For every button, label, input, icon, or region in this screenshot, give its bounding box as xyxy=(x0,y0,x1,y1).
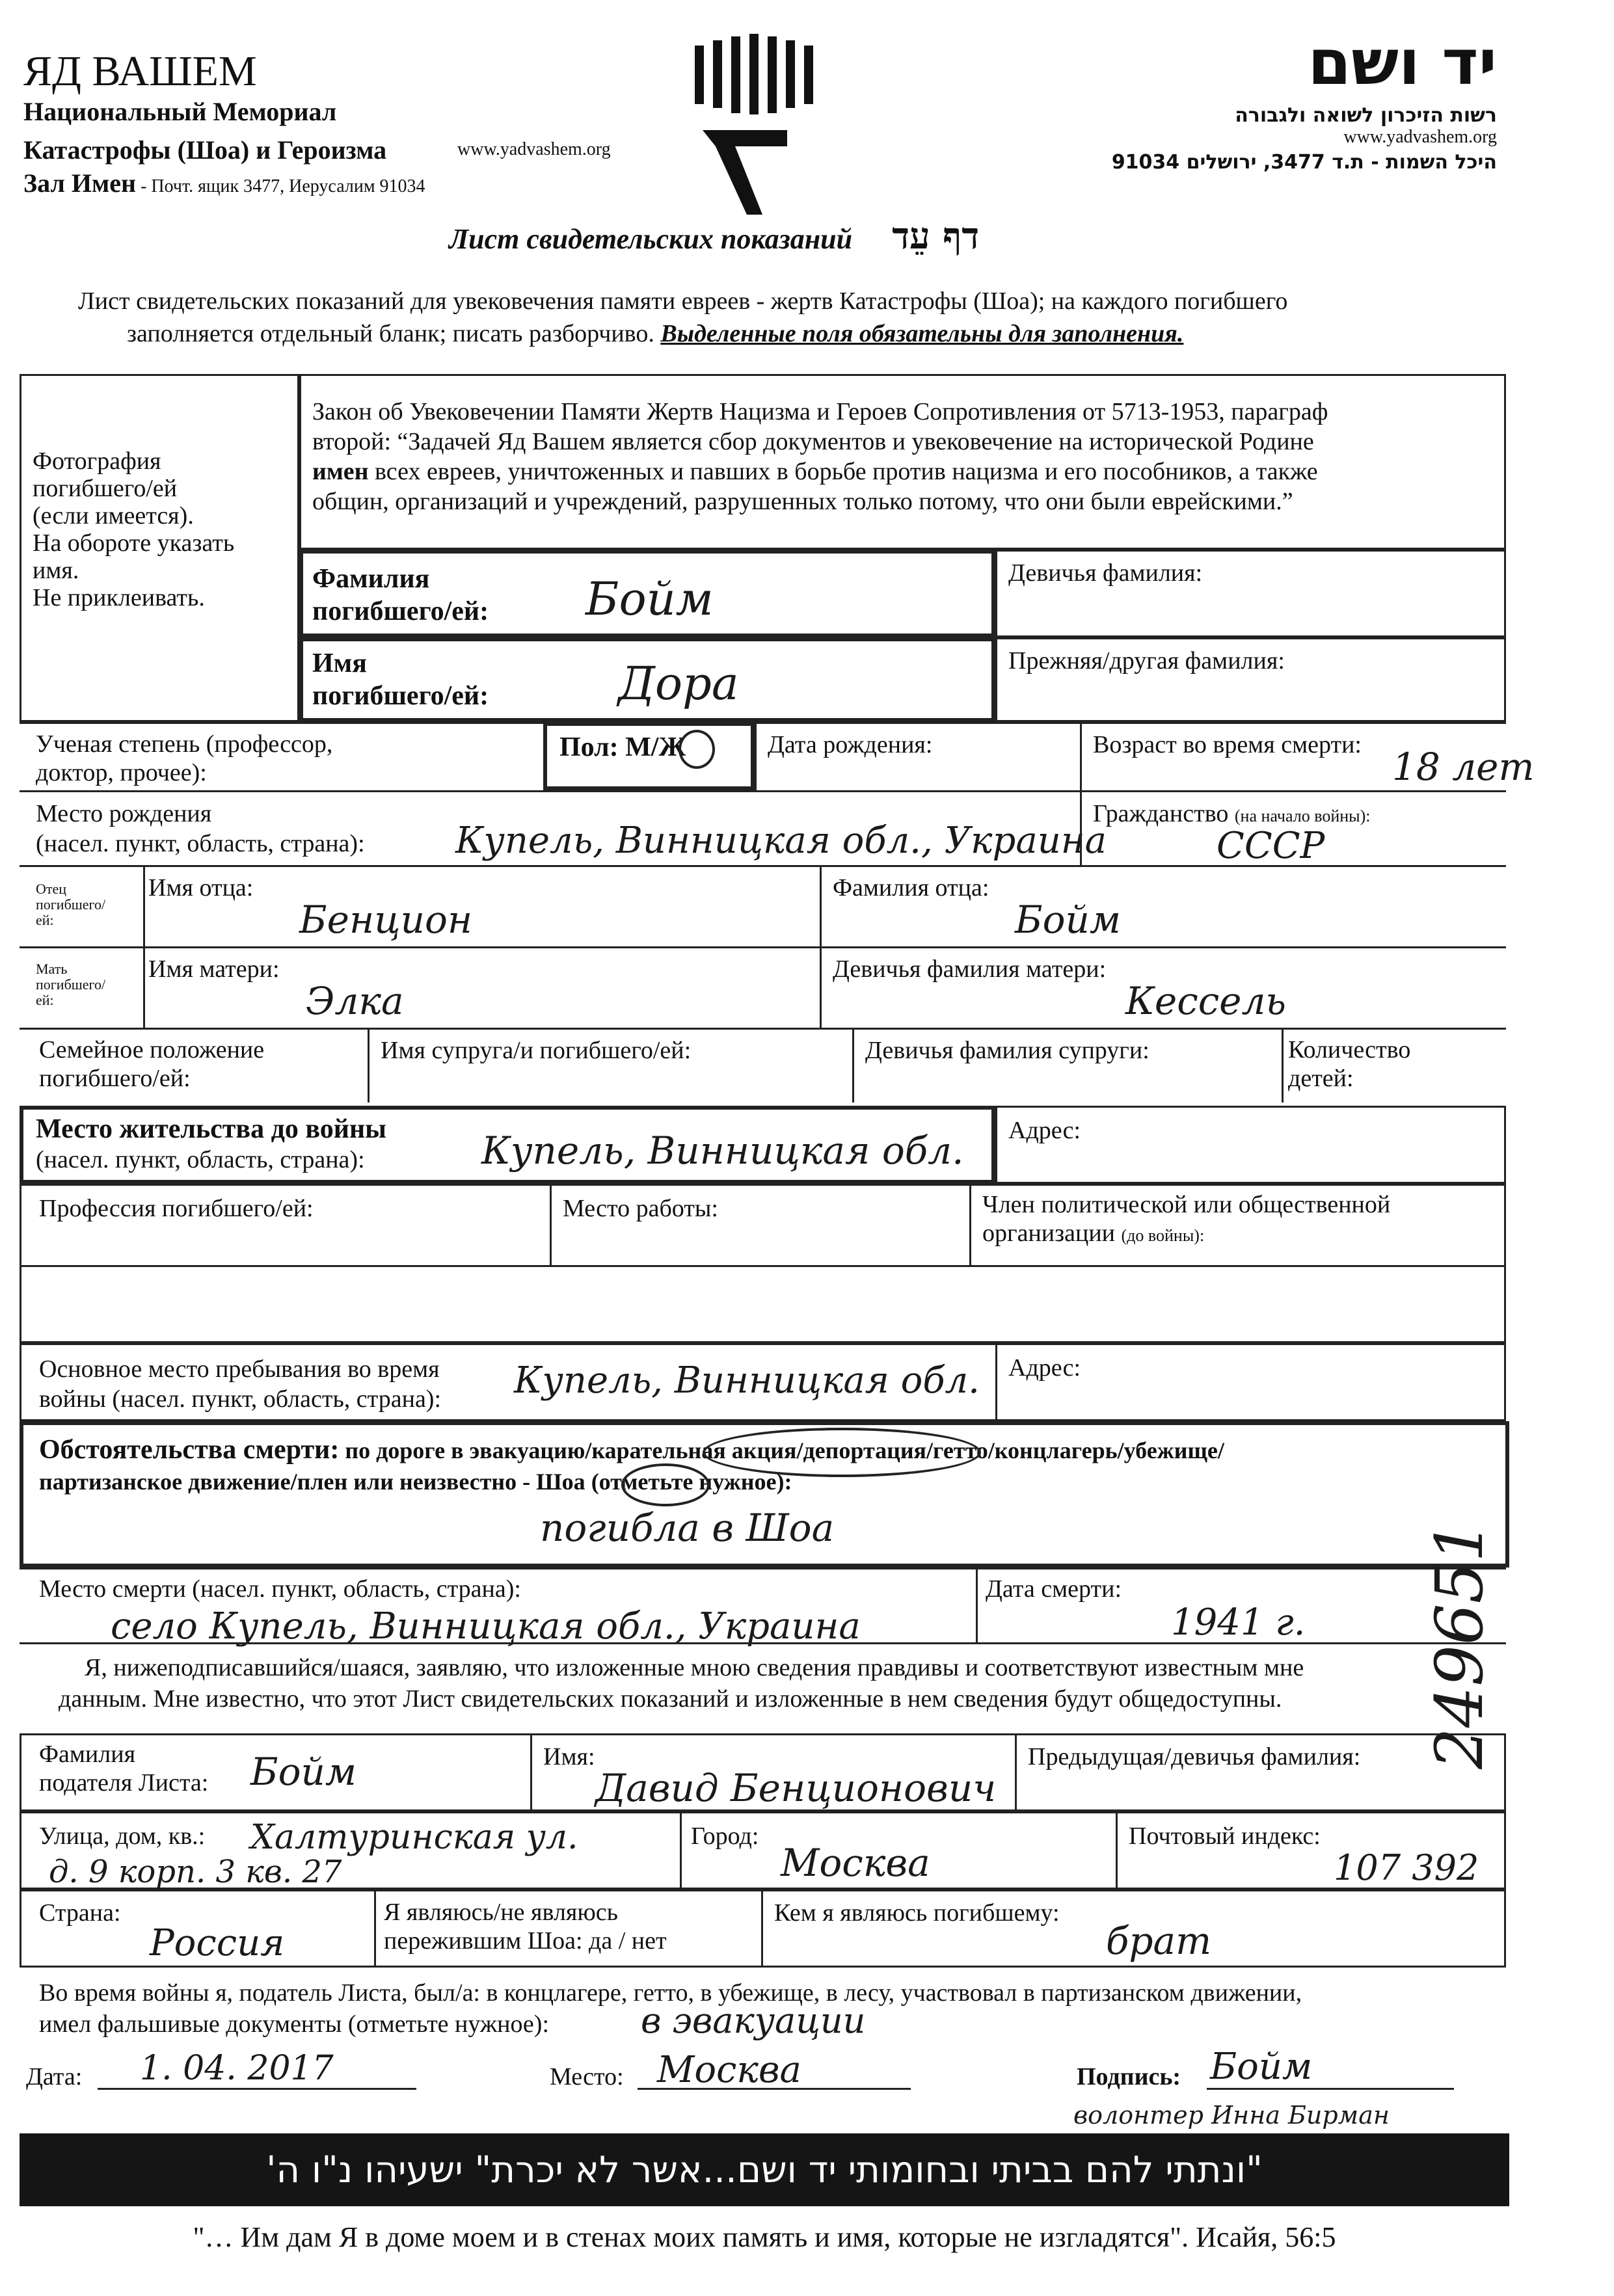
residence-label-line: Место жительства до войны xyxy=(36,1114,386,1144)
hall-label: Зал Имен xyxy=(23,168,137,198)
city-label: Город: xyxy=(691,1822,759,1850)
mother-side-line: Мать xyxy=(36,961,68,977)
law-line: второй: “Задачей Яд Вашем является сбор документов и увековечение на исторической Родине xyxy=(312,428,1314,455)
death-option-selected: карательная акция xyxy=(591,1437,797,1463)
row-divider xyxy=(20,1642,1506,1644)
member-label-line xyxy=(982,1219,1390,1250)
age-value: 18 лет xyxy=(1392,745,1535,789)
profession-label: Профессия погибшего/ей: xyxy=(39,1195,314,1222)
mother-side-label xyxy=(36,961,105,1008)
father-surname-value: Бойм xyxy=(1015,898,1121,942)
hall-address-ru xyxy=(23,168,425,198)
place-label: Место: xyxy=(550,2063,624,2090)
degree-label-line: Ученая степень (профессор, xyxy=(36,730,333,758)
country-value: Россия xyxy=(150,1922,285,1964)
first-name-value: Дора xyxy=(618,657,739,710)
children-label xyxy=(1288,1035,1410,1093)
maiden-name-label: Девичья фамилия: xyxy=(1008,559,1203,587)
col-divider xyxy=(995,1343,997,1421)
birthdate-label: Дата рождения: xyxy=(768,731,933,758)
surname-label-line: погибшего/ей: xyxy=(312,596,489,626)
children-label-line: детей: xyxy=(1288,1065,1354,1092)
law-text xyxy=(312,397,1328,516)
date-underline xyxy=(98,2088,416,2090)
declaration-line: Я, нижеподписавшийся/шаяся, заявляю, что изложенные мною сведения правдивы и соответствуют известным мне xyxy=(85,1654,1304,1681)
col-divider xyxy=(1282,1028,1284,1102)
submitter-surname-value: Бойм xyxy=(250,1750,356,1794)
death-date-label: Дата смерти: xyxy=(986,1575,1122,1603)
zip-label: Почтовый индекс: xyxy=(1129,1822,1321,1850)
wartime-label xyxy=(39,1354,441,1414)
signature-value: Бойм xyxy=(1210,2046,1313,2088)
citizenship-note: (на начало войны): xyxy=(1234,807,1371,825)
col-divider xyxy=(1080,722,1082,790)
photo-note xyxy=(33,447,234,611)
father-side-line: погибшего/ xyxy=(36,896,106,913)
wartime-value: Купель, Винницкая обл. xyxy=(514,1359,980,1402)
col-divider xyxy=(820,865,822,946)
marital-status-line: Семейное положение xyxy=(39,1036,265,1063)
spouse-maiden-label: Девичья фамилия супруги: xyxy=(865,1037,1150,1064)
col-divider xyxy=(1116,1811,1118,1889)
father-side-line: Отец xyxy=(36,881,67,897)
residence-label xyxy=(36,1114,386,1175)
death-option: по дороге в эвакуацию/ xyxy=(345,1437,592,1463)
wartime-label-line: Основное место пребывания во время xyxy=(39,1355,440,1383)
marital-status-line: погибшего/ей: xyxy=(39,1065,191,1092)
children-label-line: Количество xyxy=(1288,1036,1411,1063)
birthplace-label-line: (насел. пункт, область, страна): xyxy=(36,830,365,857)
birthplace-value: Купель, Винницкая обл., Украина xyxy=(455,820,1107,862)
submitter-name-value: Давид Бенционович xyxy=(595,1766,997,1810)
surname-label-line: Фамилия xyxy=(312,564,430,594)
wartime-label-line: войны (насел. пункт, область, страна): xyxy=(39,1385,442,1413)
member-note: (до войны): xyxy=(1121,1226,1205,1245)
mother-name-value: Элка xyxy=(306,979,404,1023)
form-title xyxy=(449,215,979,258)
org-title-he: יד ושם xyxy=(1308,26,1497,99)
residence-label-line: (насел. пункт, область, страна): xyxy=(36,1146,365,1173)
website-right: www.yadvashem.org xyxy=(1343,127,1497,147)
survivor-label-line: пережившим Шоа: да / нет xyxy=(384,1927,667,1955)
surname-label xyxy=(312,563,489,628)
relation-label: Кем я являюсь погибшему: xyxy=(774,1899,1060,1927)
mother-maiden-label: Девичья фамилия матери: xyxy=(833,955,1107,983)
relation-value: брат xyxy=(1106,1919,1212,1963)
row-divider xyxy=(20,946,1506,948)
country-label: Страна: xyxy=(39,1899,121,1927)
volunteer-note: волонтер Инна Бирман xyxy=(1073,2101,1390,2129)
birthplace-label-line: Место рождения xyxy=(36,800,212,827)
degree-label xyxy=(36,730,332,787)
death-option: партизанское движение/плен или неизвестно - xyxy=(39,1469,537,1495)
col-divider xyxy=(852,1028,854,1102)
father-side-label xyxy=(36,881,105,928)
death-circumstances-line1 xyxy=(39,1434,1224,1465)
member-label xyxy=(982,1190,1390,1250)
declaration-text xyxy=(59,1652,1304,1715)
zip-value: 107 392 xyxy=(1334,1847,1479,1888)
death-circumstances-value: погибла в Шоа xyxy=(540,1506,835,1550)
col-divider xyxy=(755,722,757,790)
sex-mark-circle xyxy=(679,730,715,769)
age-label: Возраст во время смерти: xyxy=(1093,731,1362,758)
mother-side-line: погибшего/ xyxy=(36,976,106,993)
citizenship-label-text: Гражданство xyxy=(1093,800,1229,827)
row-divider xyxy=(20,1568,1506,1569)
death-option-selected: Шоа xyxy=(536,1469,585,1495)
photo-note-line: (если имеется). xyxy=(33,502,194,529)
spouse-name-label: Имя супруга/и погибшего/ей: xyxy=(381,1037,692,1064)
member-label-text: организации xyxy=(982,1220,1116,1247)
col-divider xyxy=(1015,1733,1017,1811)
col-divider xyxy=(820,946,822,1028)
mother-maiden-value: Кессель xyxy=(1125,979,1287,1023)
row-divider xyxy=(20,722,1506,724)
intro-required-note: Выделенные поля обязательны для заполнения. xyxy=(660,320,1184,347)
org-line2-ru: Катастрофы (Шоа) и Героизма xyxy=(23,135,387,165)
date-label: Дата: xyxy=(26,2063,83,2090)
father-name-label: Имя отца: xyxy=(148,874,254,901)
org-line1-ru: Национальный Мемориал xyxy=(23,97,337,126)
intro-line2-text: заполняется отдельный бланк; писать разборчиво. xyxy=(127,320,661,347)
citizenship-value: СССР xyxy=(1217,825,1325,867)
hall-address: - Почт. ящик 3477, Иерусалим 91034 xyxy=(136,176,425,196)
col-divider xyxy=(680,1811,682,1889)
col-divider xyxy=(530,1733,532,1811)
submitter-surname-label xyxy=(39,1740,208,1797)
father-name-value: Бенцион xyxy=(299,898,473,942)
member-label-line: Член политической или общественной xyxy=(982,1191,1391,1218)
wartime-address-label: Адрес: xyxy=(1008,1354,1081,1382)
col-divider xyxy=(1080,790,1082,865)
father-side-line: ей: xyxy=(36,912,54,928)
city-value: Москва xyxy=(781,1841,930,1885)
submitter-prev-label: Предыдущая/девичья фамилия: xyxy=(1028,1743,1361,1770)
first-name-label xyxy=(312,647,489,712)
street-label: Улица, дом, кв.: xyxy=(39,1822,206,1850)
mother-side-line: ей: xyxy=(36,992,54,1008)
col-divider xyxy=(976,1568,978,1642)
signature-label: Подпись: xyxy=(1077,2063,1181,2090)
death-place-label: Место смерти (насел. пункт, область, страна): xyxy=(39,1575,521,1603)
war-status-value: в эвакуации xyxy=(641,2000,866,2041)
first-name-label-line: Имя xyxy=(312,648,367,678)
photo-note-line: Не приклеивать. xyxy=(33,584,205,611)
col-divider xyxy=(761,1889,763,1968)
signature-underline xyxy=(1207,2088,1454,2090)
residence-value: Купель, Винницкая обл. xyxy=(481,1128,964,1173)
shoa-option-circle xyxy=(621,1463,710,1506)
law-line: Закон об Увековечении Памяти Жертв Нацизма и Героев Сопротивления от 5713-1953, параграф xyxy=(312,398,1328,425)
place-value: Москва xyxy=(657,2049,801,2091)
intro-line1: Лист свидетельских показаний для увековечения памяти евреев - жертв Катастрофы (Шоа); на каждого погибшего xyxy=(78,287,1288,315)
survivor-label xyxy=(384,1898,667,1955)
residence-address-label: Адрес: xyxy=(1008,1117,1081,1144)
street-value-line2: д. 9 корп. 3 кв. 27 xyxy=(49,1854,342,1890)
marital-status-label xyxy=(39,1035,264,1093)
law-line xyxy=(312,457,1328,487)
law-line3-rest: всех евреев, уничтоженных и павших в борьбе против нацизма и его пособников, а также xyxy=(368,458,1318,485)
death-circumstances-label: Обстоятельства смерти: xyxy=(39,1435,340,1465)
col-divider xyxy=(969,1184,971,1265)
sex-label: Пол: М/Ж xyxy=(559,732,686,762)
surname-value: Бойм xyxy=(585,572,714,626)
footer-banner xyxy=(20,2133,1509,2273)
footer-quote-he: "ונתתי להם בביתי ובחומותי יד ושם...אשר לא יכרת" ישעיהו נ"ו ה' xyxy=(266,2148,1263,2191)
row-divider xyxy=(20,790,1506,792)
photo-note-line: имя. xyxy=(33,557,79,584)
footer-quote-he-bar xyxy=(20,2133,1509,2206)
submitter-name-label: Имя: xyxy=(543,1743,595,1770)
degree-label-line: доктор, прочее): xyxy=(36,759,207,786)
website-left: www.yadvashem.org xyxy=(457,139,611,159)
father-surname-label: Фамилия отца: xyxy=(833,874,989,901)
survivor-label-line: Я являюсь/не являюсь xyxy=(384,1899,618,1926)
workplace-label: Место работы: xyxy=(563,1195,718,1222)
death-date-value: 1941 г. xyxy=(1171,1601,1306,1644)
submitter-surname-line: Фамилия xyxy=(39,1741,136,1768)
street-value-line1: Халтуринская ул. xyxy=(250,1818,578,1857)
date-value: 1. 04. 2017 xyxy=(140,2049,334,2088)
form-title-ru: Лист свидетельских показаний xyxy=(449,223,853,255)
war-status-line: имел фальшивые документы (отметьте нужное): xyxy=(39,2010,550,2038)
row-divider xyxy=(20,1265,1506,1267)
death-place-value: село Купель, Винницкая обл., Украина xyxy=(111,1605,861,1648)
photo-note-line: Фотография xyxy=(33,447,161,475)
birthplace-label xyxy=(36,799,365,859)
declaration-line: данным. Мне известно, что этот Лист свидетельских показаний и изложенные в нем сведения будут общедоступны. xyxy=(59,1685,1282,1713)
footer-quote-ru: "… Им дам Я в доме моем и в стенах моих память и имя, которые не изгладятся". Исайя, 56:5 xyxy=(193,2221,1336,2253)
mother-name-label: Имя матери: xyxy=(148,955,280,983)
col-divider xyxy=(368,1028,370,1102)
photo-note-line: На обороте указать xyxy=(33,529,235,557)
org-line3-he: היכל השמות - ת.ד 3477, ירושלים 91034 xyxy=(1111,151,1497,174)
margin-record-number: 249651 xyxy=(1421,1521,1498,1769)
intro-line2 xyxy=(127,319,1183,349)
first-name-label-line: погибшего/ей: xyxy=(312,681,489,711)
col-divider xyxy=(374,1889,376,1968)
death-option: /депортация/гетто/концлагерь/убежище/ xyxy=(796,1437,1224,1463)
law-line: общин, организаций и учреждений, разрушенных только потому, что они были еврейскими.” xyxy=(312,488,1293,515)
row-divider xyxy=(20,865,1506,867)
form-title-he: דף עֵד xyxy=(892,215,980,258)
menorah-logo-icon xyxy=(690,33,820,221)
col-divider xyxy=(550,1184,552,1265)
prev-surname-label: Прежняя/другая фамилия: xyxy=(1008,647,1285,674)
war-status-line: Во время войны я, податель Листа, был/а: в концлагере, гетто, в убежище, в лесу, участвовал в партизанском движении, xyxy=(39,1979,1302,2007)
org-title-ru: ЯД ВАШЕМ xyxy=(23,47,257,95)
submitter-surname-line: подателя Листа: xyxy=(39,1769,209,1796)
photo-note-line: погибшего/ей xyxy=(33,475,178,502)
org-line1-he: רשות הזיכרון לשואה ולגבורה xyxy=(1235,104,1497,127)
death-option: (отметьте нужное): xyxy=(585,1469,792,1495)
law-names-emph: имен xyxy=(312,458,369,485)
